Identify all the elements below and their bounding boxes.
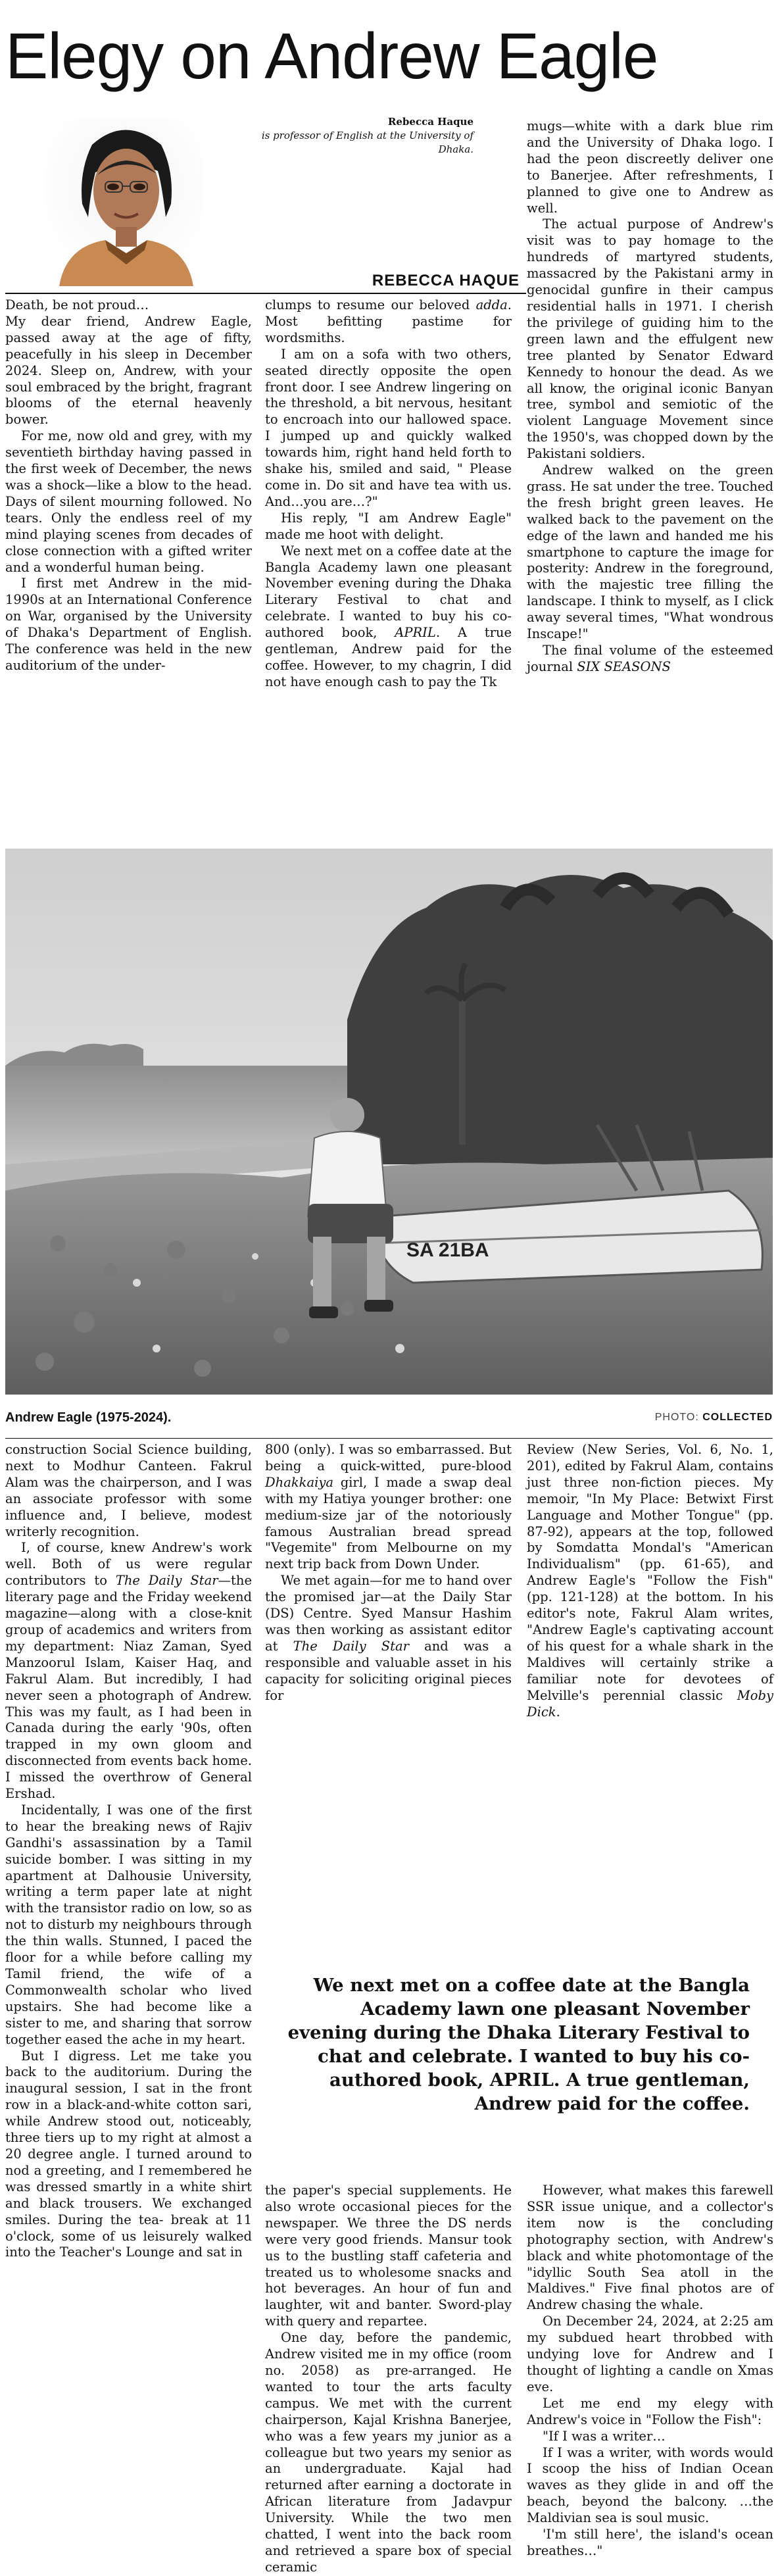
- beach-photo-illustration: [5, 849, 773, 1395]
- paragraph: the paper's special supplements. He also wrote occasional pieces for the newspaper. We three the DS nerds were very good friends. Mansur took us to the bustling staff cafeteria and treated us to wholesome snacks and hot beverages. An hour of fun and laughter, wit and banter. Sword-play with query and repartee.: [265, 2183, 512, 2329]
- column-3-top: [527, 118, 773, 843]
- author-bio-name: Rebecca Haque: [387, 116, 474, 128]
- paragraph: The actual purpose of Andrew's visit was to pay homage to the hundreds of martyred students, massacred by the Pakistani army in genocidal gunfire in their campus residential halls in 1971. I cherish the privilege of guiding him to the green lawn and the effulgent new tree planted by Senator Edward Kennedy to honour the dead. As we all know, the original iconic Banyan tree, symbol and semiotic of the violent Language Movement since the 1950's, was chopped down by the Pakistani soldiers.: [527, 216, 773, 462]
- paragraph: Let me end my elegy with Andrew's voice in "Follow the Fish":: [527, 2395, 773, 2427]
- pull-quote: We next met on a coffee date at the Bangla Academy lawn one pleasant November evening during the Dhaka Literary Festival to chat and celebrate. I wanted to buy his co-authored book, APRIL. A true gentleman, Andrew paid for the coffee.: [287, 1975, 750, 2114]
- column-3-bottom-a: [527, 1442, 773, 1955]
- paragraph: But I digress. Let me take you back to the auditorium. During the inaugural session, I sat in the front row in a black-and-white cotton sari, while Andrew stood out, noticeably, three tiers up to my right at almost a 20 degree angle. I turned around to nod a greeting, and I remembered he was dressed smartly in a white shirt and black trousers. We exchanged smiles. During the tea- break at 11 o'clock, some of us leisurely walked into the Teacher's Lounge and sat in: [5, 2048, 252, 2260]
- photo-credit: PHOTO: COLLECTED: [654, 1412, 773, 1423]
- column-2-top: [265, 297, 512, 843]
- paragraph: However, what makes this farewell SSR issue unique, and a collector's item now is the concluding photography section, with Andrew's black and white photomontage of the "idyllic South Sea atoll in the Maldives." Five final photos are of Andrew chasing the whale.: [527, 2183, 773, 2313]
- photo-caption: Andrew Eagle (1975-2024).: [5, 1410, 172, 1425]
- paragraph: If I was a writer, with words would I scoop the hiss of Indian Ocean waves as they glide in and off the beach, beyond the balcony. …the Maldivian sea is soul music.: [527, 2444, 773, 2526]
- paragraph: I am on a sofa with two others, seated directly opposite the open front door. I see Andrew lingering on the threshold, a bit nervous, hesitant to encroach into our hallowed space. I jumped up and quickly walked towards him, right hand held forth to shake his, smiled and said, " Please come in. Do sit and have tea with us. And…you are…?": [265, 346, 512, 509]
- paragraph: Andrew walked on the green grass. He sat under the tree. Touched the fresh bright green leaves. He walked back to the pavement on the edge of the lawn and handed me his smartphone to capture the image for posterity: Andrew in the foreground, with the majestic tree filling the landscape. I think to myself, as I click away several times, "What wondrous Inscape!": [527, 462, 773, 642]
- paragraph: mugs—white with a dark blue rim and the University of Dhaka logo. I had the peon discreetly deliver one to Banerjee. After refreshments, I planned to give one to Andrew as well.: [527, 118, 773, 216]
- paragraph: construction Social Science building, next to Modhur Canteen. Fakrul Alam was the chairperson, and I was an associate professor with some influence and, I believe, modest writerly recognition.: [5, 1442, 252, 1539]
- author-bio-role: is professor of English at the University of Dhaka.: [261, 130, 474, 155]
- paragraph: We next met on a coffee date at the Bangla Academy lawn one pleasant November evening during the Dhaka Literary Festival to chat and celebrate. I wanted to buy his co-authored book, APRIL. A true gentleman, Andrew paid for the coffee. However, to my chagrin, I did not have enough cash to pay the Tk: [265, 543, 512, 689]
- paragraph: "If I was a writer…: [543, 2428, 666, 2444]
- paragraph: For me, now old and grey, with my seventieth birthday having passed in the first week of December, the news was a shock—like a blow to the head. Days of silent mourning followed. No tears. Only the endless reel of my mind playing scenes from decades of close connection with a gifted writer and a wonderful human being.: [5, 428, 252, 575]
- column-2-bottom-a: [265, 1442, 512, 1955]
- paragraph: I first met Andrew in the mid-1990s at an International Conference on War, organised by the University of Dhaka's Department of English. The conference was held in the new auditorium of the under-: [5, 576, 252, 673]
- column-1-top: [5, 297, 252, 843]
- paragraph: His reply, "I am Andrew Eagle" made me hoot with delight.: [265, 510, 512, 542]
- feature-photo: [5, 849, 773, 1395]
- paragraph: Incidentally, I was one of the first to hear the breaking news of Rajiv Gandhi's assassination by a Tamil suicide bomber. I was sitting in my apartment at Dalhousie University, writing a term paper late at night with the transistor radio on low, so as not to disturb my neighbours through the thin walls. Stunned, I paced the floor for a while before calling my Tamil friend, the wife of a Commonwealth scholar who lived upstairs. She had become like a sister to me, and sharing that sorrow together eased the ache in my heart.: [5, 1802, 252, 2047]
- column-1-bottom: [5, 1442, 252, 2514]
- byline-rule: [5, 293, 526, 294]
- paragraph: One day, before the pandemic, Andrew visited me in my office (room no. 2058) as pre-arranged. He wanted to tour the arts faculty campus. We met with the current chairperson, Kajal Krishna Banerjee, who was a few years my junior as a colleague but two years my senior as an undergraduate. Kajal had returned after earning a doctorate in African literature from Jadavpur University. While the two men chatted, I went into the back room and retrieved a spare box of special ceramic: [265, 2330, 512, 2575]
- byline: REBECCA HAQUE: [372, 272, 520, 289]
- paragraph: 800 (only). I was so embarrassed. But being a quick-witted, pure-blood Dhakkaiya girl, I made a swap deal with my Hatiya younger brother: one medium-size jar of the notoriously famous Australian bread spread "Vegemite" from Melbourne on my next trip back from Down Under.: [265, 1442, 512, 1572]
- author-bio: [250, 115, 474, 181]
- paragraph: We met again—for me to hand over the promised jar—at the Daily Star (DS) Centre. Syed Mansur Hashim was then working as assistant editor at The Daily Star and was a responsible and valuable asset in his capacity for soliciting original pieces for: [265, 1573, 512, 1703]
- author-portrait: [46, 118, 204, 286]
- column-2-bottom-b: [265, 2183, 512, 2575]
- paragraph: My dear friend, Andrew Eagle, passed away at the age of fifty, peacefully in his sleep in December 2024. Sleep on, Andrew, with your soul embraced by the bright, fragrant blooms of the eternal heavenly bower.: [5, 313, 252, 428]
- paragraph: Death, be not proud…: [5, 297, 149, 312]
- boat-registration-text: SA 21BA: [406, 1239, 489, 1261]
- paragraph: On December 24, 2024, at 2:25 am my subdued heart throbbed with undying love for Andrew and I thought of lighting a candle on Xmas eve.: [527, 2314, 773, 2394]
- paragraph: Review (New Series, Vol. 6, No. 1, 201), edited by Fakrul Alam, contains just three non-fiction pieces. My memoir, "In My Place: Betwixt First Language and Mother Tongue" (pp. 87-92), appears at the top, followed by Somdatta Mondal's "American Individualism" (pp. 61-65), and Andrew Eagle's "Follow the Fish" (pp. 121-128) at the bottom. In his editor's note, Fakrul Alam writes, "Andrew Eagle's captivating account of his quest for a whale shark in the Maldives will certainly strike a familiar note for devotees of Melville's perennial classic Moby Dick.: [527, 1442, 773, 1720]
- headline: Elegy on Andrew Eagle: [5, 20, 658, 92]
- column-3-bottom-b: [527, 2183, 773, 2558]
- paragraph: clumps to resume our beloved adda. Most befitting pastime for wordsmiths.: [265, 297, 512, 345]
- paragraph: I, of course, knew Andrew's work well. Both of us were regular contributors to The Daily Star—the literary page and the Friday weekend magazine—along with a close-knit group of academics and writers from my department: Niaz Zaman, Syed Manzoorul Islam, Kaiser Haq, and Fakrul Alam. But incredibly, I had never seen a photograph of Andrew. This was my fault, as I had been in Canada during the early '90s, often trapped in my own gloom and disconnected from events back home. I missed the overthrow of General Ershad.: [5, 1540, 252, 1802]
- paragraph: 'I'm still here', the island's ocean breathes…": [527, 2527, 773, 2558]
- caption-rule: [5, 1438, 773, 1439]
- paragraph: The final volume of the esteemed journal SIX SEASONS: [527, 643, 773, 674]
